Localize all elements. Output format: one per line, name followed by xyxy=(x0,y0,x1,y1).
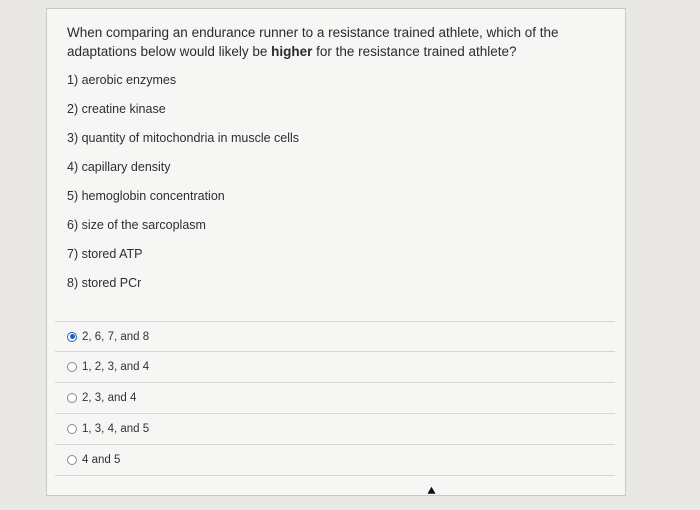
answer-option[interactable] xyxy=(55,321,615,352)
statement-item: 3) quantity of mitochondria in muscle cells xyxy=(67,131,300,145)
answer-option-label: 1, 2, 3, and 4 xyxy=(82,361,150,373)
statement-item: 5) hemoglobin concentration xyxy=(67,189,225,203)
question-card xyxy=(46,8,626,496)
answer-option-label: 4 and 5 xyxy=(82,454,121,466)
answer-option-label: 2, 6, 7, and 8 xyxy=(82,330,150,343)
radio-button[interactable] xyxy=(67,455,77,465)
statement-list xyxy=(67,72,467,304)
radio-button[interactable] xyxy=(67,332,77,342)
question-emphasis: higher xyxy=(271,44,313,59)
radio-button[interactable] xyxy=(67,393,77,403)
statement-item: 2) creatine kinase xyxy=(67,102,166,116)
answer-option[interactable] xyxy=(55,352,615,383)
answer-option[interactable] xyxy=(55,383,615,414)
radio-button[interactable] xyxy=(67,362,77,372)
question-text-part: When comparing an endurance runner to a resistance trained athlete, which of the adaptations below would likely be xyxy=(67,25,559,59)
statement-item: 8) stored PCr xyxy=(67,276,142,290)
question-text xyxy=(67,23,615,61)
radio-button[interactable] xyxy=(67,424,77,434)
answer-option-label: 2, 3, and 4 xyxy=(82,392,137,404)
question-text-part: for the resistance trained athlete? xyxy=(312,44,517,59)
statement-item: 7) stored ATP xyxy=(67,247,143,261)
statement-item: 6) size of the sarcoplasm xyxy=(67,218,206,232)
answer-option-label: 1, 3, 4, and 5 xyxy=(82,423,150,435)
answer-option[interactable] xyxy=(55,414,615,445)
answer-option[interactable] xyxy=(55,445,615,476)
statement-item: 4) capillary density xyxy=(67,160,171,174)
answer-options xyxy=(55,321,615,476)
statement-item: 1) aerobic enzymes xyxy=(67,73,177,87)
